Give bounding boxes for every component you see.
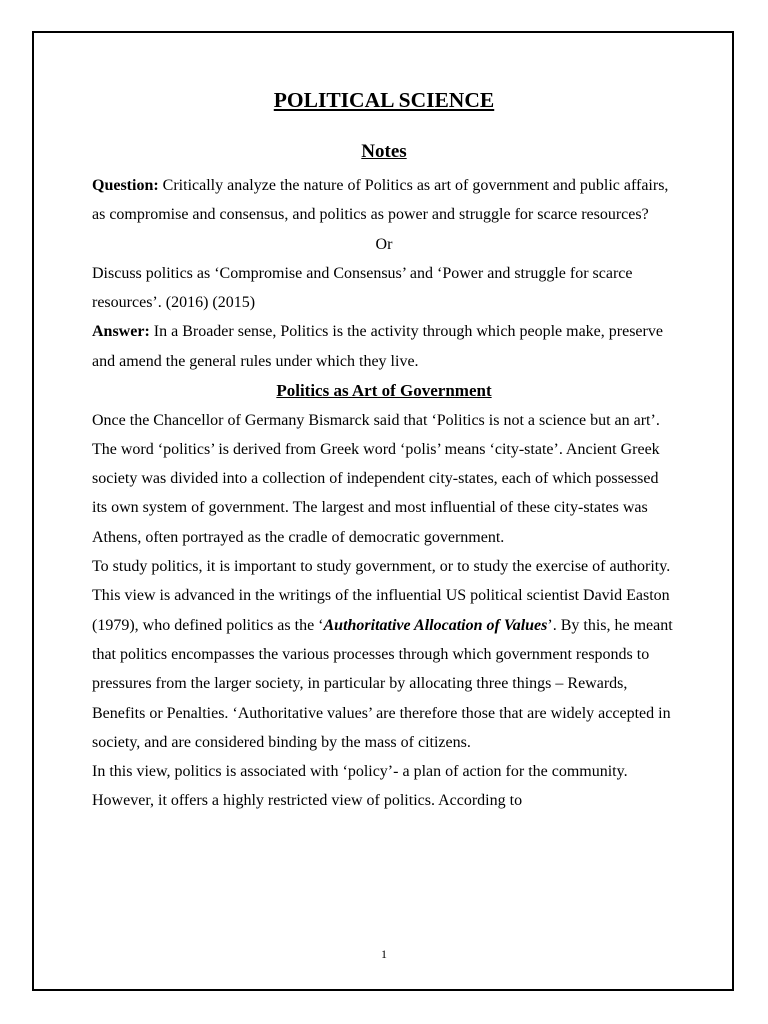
- answer-label: Answer:: [92, 323, 150, 341]
- page-number: 1: [381, 947, 387, 961]
- section-heading: Politics as Art of Government: [276, 381, 492, 401]
- or-separator: Or: [375, 235, 393, 253]
- body-paragraph-1: Once the Chancellor of Germany Bismarck said that ‘Politics is not a science but an art’. The word ‘politics’ is derived from Greek word ‘polis’ means ‘city-state’. Ancient Greek society was divided into a collection of independent city-states, each of which possessed its own system of government. The largest and most influential of these city-states was Athens, often portrayed as the cradle of democratic government.: [92, 411, 660, 546]
- body-paragraph-3: In this view, politics is associated with ‘policy’- a plan of action for the community. However, it offers a highly restricted view of politics. According to: [92, 763, 628, 810]
- question-paragraph: [92, 171, 676, 230]
- answer-paragraph: [92, 317, 676, 376]
- paragraph-2-after: ’. By this, he meant that politics encompasses the various processes through which government responds to pressures from the larger society, in particular by allocating three things – Rewards, Benefits or Penalties. ‘Authoritative values’ are therefore those that are widely accepted in society, and are considered binding by the mass of citizens.: [92, 616, 673, 751]
- question-label: Question:: [92, 177, 159, 194]
- document-title: POLITICAL SCIENCE: [273, 88, 495, 112]
- body-paragraph-2: [92, 552, 676, 757]
- authoritative-allocation-emphasis: Authoritative Allocation of Values: [323, 616, 548, 634]
- question-text: Critically analyze the nature of Politics as art of government and public affairs, as compromise and consensus, and politics as power and struggle for scarce resources?: [92, 177, 669, 224]
- paragraph-2-before: To study politics, it is important to study government, or to study the exercise of authority. This view is advanced in the writings of the influential US political scientist David Easton (1979), who defined politics as the ‘: [92, 558, 671, 634]
- document-subtitle: Notes: [361, 141, 407, 162]
- answer-text: In a Broader sense, Politics is the activity through which people make, preserve and amend the general rules under which they live.: [92, 323, 663, 370]
- document-body: [92, 84, 676, 816]
- alt-question-paragraph: Discuss politics as ‘Compromise and Consensus’ and ‘Power and struggle for scarce resources’. (2016) (2015): [92, 264, 633, 312]
